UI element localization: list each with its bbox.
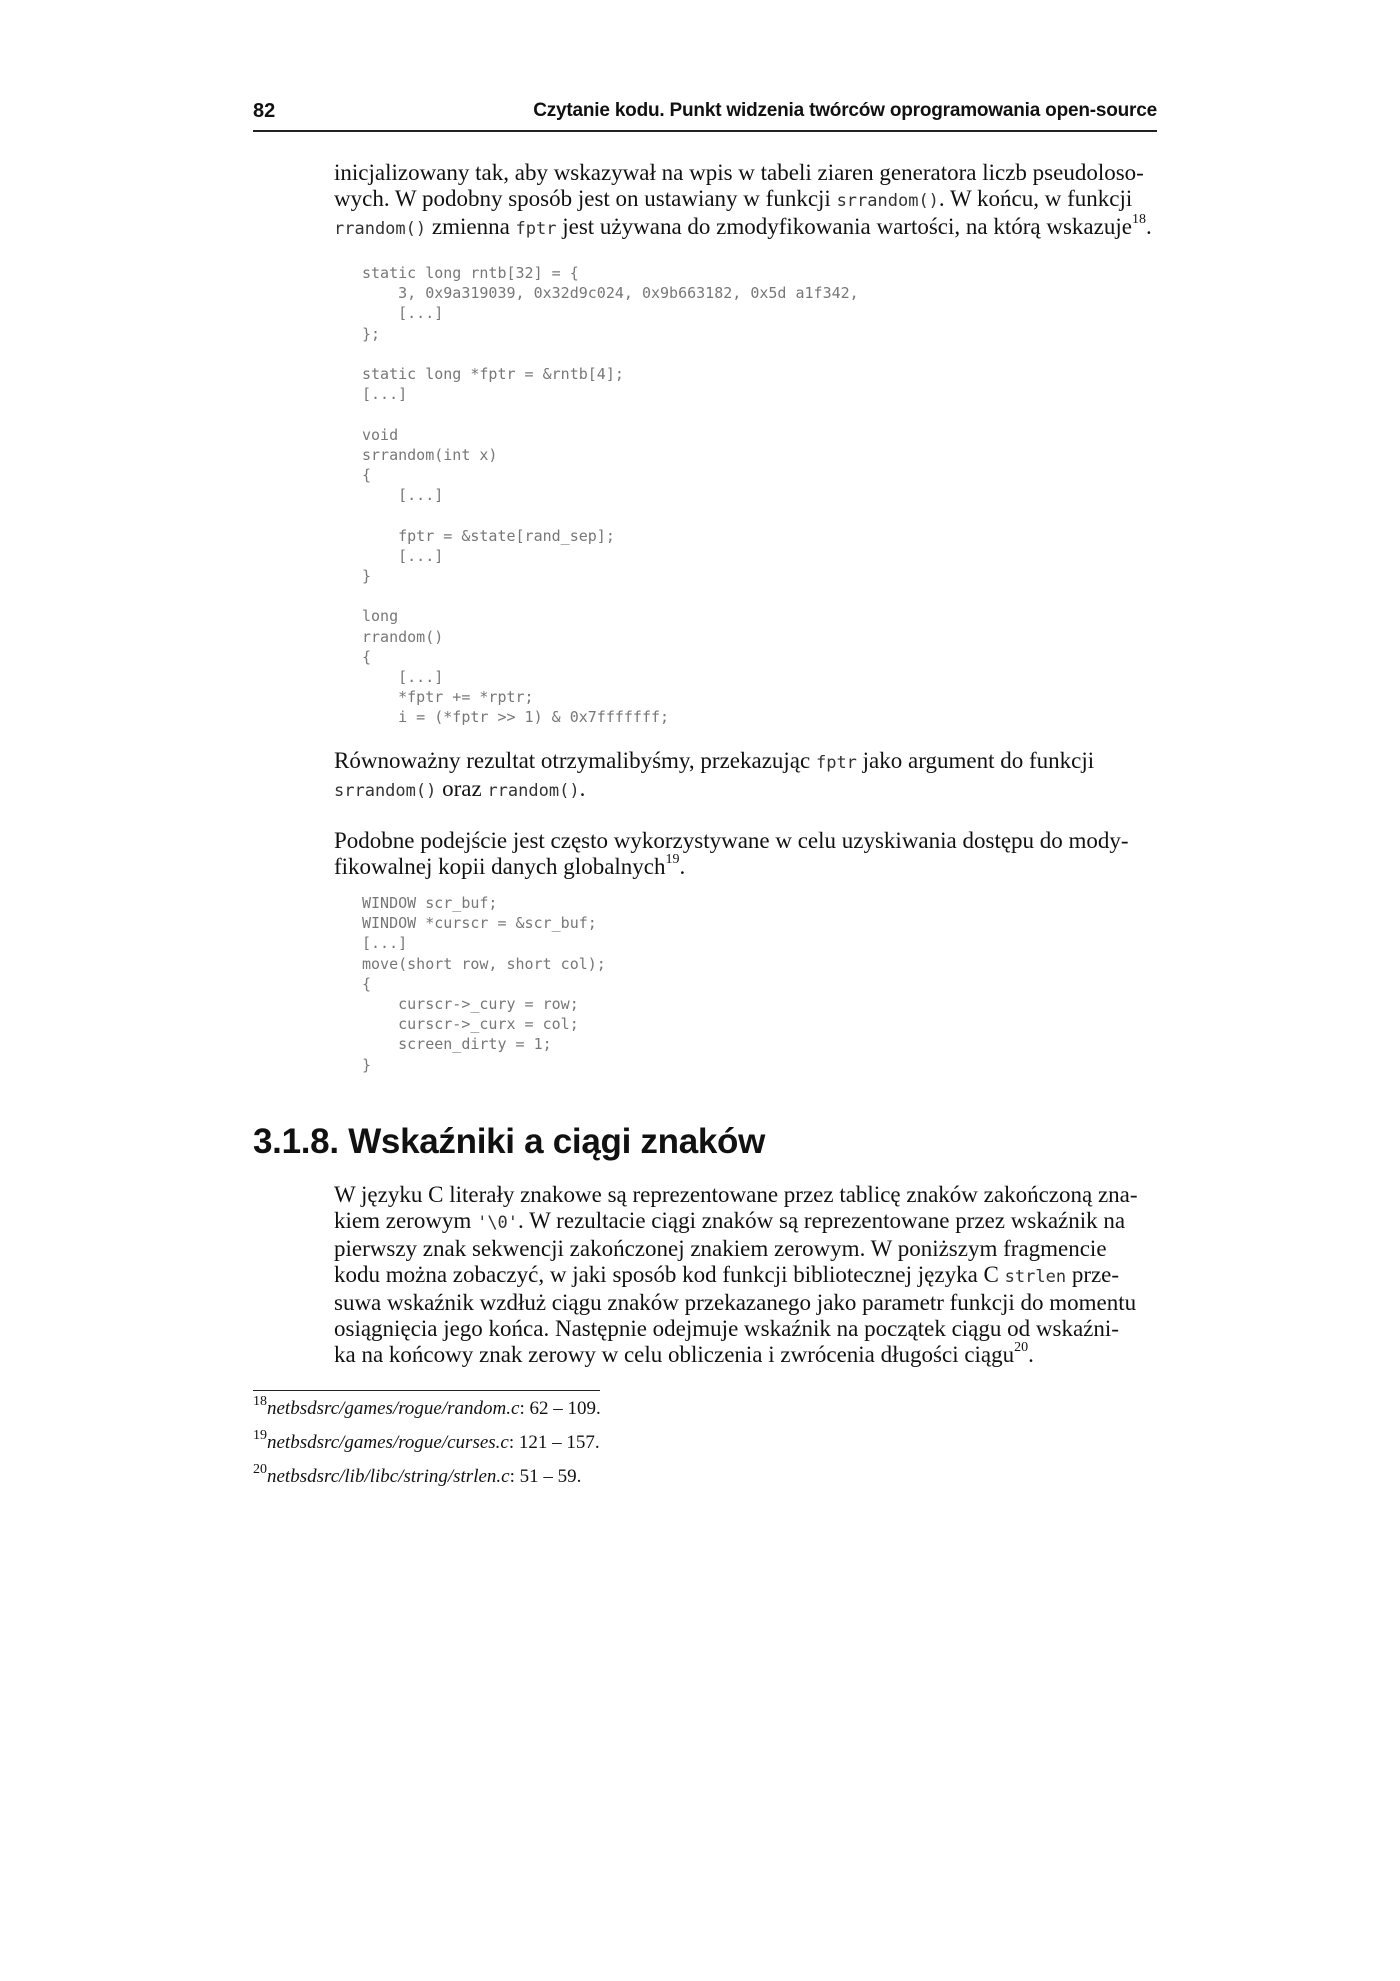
paragraph-line: suwa wskaźnik wzdłuż ciągu znaków przekazanego jako parametr funkcji do momentu <box>334 1290 1137 1315</box>
text-span: . W końcu, w funkcji <box>938 186 1133 211</box>
text-span: . <box>1028 1342 1034 1367</box>
footnote-19 <box>253 1427 600 1454</box>
text-span: . <box>1145 214 1152 239</box>
text-span: . W rezultacie ciągi znaków są reprezentowane przez wskaźnik na <box>518 1208 1126 1233</box>
paragraph-line <box>334 1342 1156 1368</box>
footnote-number: 19 <box>253 1427 267 1443</box>
text-span: . <box>679 854 686 879</box>
page-number: 82 <box>253 100 276 122</box>
text-span: prze- <box>1066 1262 1120 1287</box>
text-span: inicjalizowany tak, aby wskazywał na wpis w tabeli ziaren generatora liczb pseudoloso- <box>334 160 1144 185</box>
paragraph-line <box>334 160 1156 186</box>
footnote-20 <box>253 1461 582 1488</box>
paragraph-line <box>334 748 1156 776</box>
text-span: ka na końcowy znak zerowy w celu obliczenia i zwrócenia długości ciągu <box>334 1342 1015 1367</box>
text-span: oraz <box>436 776 488 801</box>
inline-code: fptr <box>515 219 557 239</box>
running-header <box>253 96 1157 132</box>
footnote-number: 18 <box>253 1393 267 1409</box>
inline-code: rrandom() <box>334 219 427 239</box>
text-span: jest używana do zmodyfikowania wartości, na którą wskazuje <box>556 214 1132 239</box>
footnote-ref: 20 <box>1014 1340 1029 1356</box>
inline-code: '\0' <box>477 1213 519 1233</box>
paragraph-line <box>334 214 1156 242</box>
footnote-ref: 19 <box>665 852 680 868</box>
paragraph-line <box>334 186 1156 214</box>
inline-code: rrandom() <box>487 781 580 801</box>
text-span: kodu można zobaczyć, w jaki sposób kod funkcji bibliotecznej języka C <box>334 1262 1005 1287</box>
paragraph-global-copy <box>334 828 1156 880</box>
text-span: fikowalnej kopii danych globalnych <box>334 854 666 879</box>
inline-code: srrandom() <box>836 191 939 211</box>
footnote-number: 20 <box>253 1461 267 1477</box>
code-listing-rntb: static long rntb[32] = { 3, 0x9a319039, 0x32d9c024, 0x9b663182, 0x5d a1f342, [...] }; static long *fptr = &rntb[4]; [...] void srrandom(int x) { [...] fptr = &state[rand_sep]; [...] } long rrandom() { [...] *fptr += *rptr; i = (*fptr >> 1) & 0x7fffffff; <box>362 264 859 727</box>
footnote-path: netbsdsrc/games/rogue/random.c <box>267 1398 520 1419</box>
text-span: wych. W podobny sposób jest on ustawiany w funkcji <box>334 186 837 211</box>
paragraph-line <box>334 1208 1156 1236</box>
footnote-18 <box>253 1393 601 1420</box>
footnote-path: netbsdsrc/lib/libc/string/strlen.c <box>267 1466 510 1487</box>
text-span: kiem zerowym <box>334 1208 478 1233</box>
paragraph-line <box>334 1262 1156 1290</box>
footnote-divider <box>253 1390 600 1391</box>
footnote-range: : 62 – 109. <box>519 1398 601 1419</box>
paragraph-line <box>334 854 1156 880</box>
footnote-ref: 18 <box>1131 212 1146 228</box>
inline-code: strlen <box>1004 1267 1067 1287</box>
text-span: zmienna <box>426 214 516 239</box>
section-heading: 3.1.8. Wskaźniki a ciągi znaków <box>253 1122 766 1161</box>
footnote-path: netbsdsrc/games/rogue/curses.c <box>267 1432 509 1453</box>
text-span: jako argument do funkcji <box>856 748 1095 773</box>
inline-code: fptr <box>815 753 857 773</box>
text-span: Równoważny rezultat otrzymalibyśmy, przekazując <box>334 748 816 773</box>
paragraph-intro <box>334 160 1156 242</box>
running-title: Czytanie kodu. Punkt widzenia twórców oprogramowania open-source <box>533 100 1157 121</box>
paragraph-equivalent <box>334 748 1156 804</box>
paragraph-line: pierwszy znak sekwencji zakończonej znakiem zerowym. W poniższym fragmencie <box>334 1236 1107 1261</box>
code-listing-window: WINDOW scr_buf; WINDOW *curscr = &scr_buf; [...] move(short row, short col); { curscr->_cury = row; curscr->_curx = col; screen_dirty = 1; } <box>362 894 606 1074</box>
paragraph-line <box>334 776 1156 804</box>
inline-code: srrandom() <box>334 781 437 801</box>
footnote-range: : 121 – 157. <box>508 1432 600 1453</box>
paragraph-line: Podobne podejście jest często wykorzystywane w celu uzyskiwania dostępu do mody- <box>334 828 1129 853</box>
footnote-range: : 51 – 59. <box>509 1466 582 1487</box>
paragraph-strings <box>334 1182 1156 1368</box>
text-span: . <box>579 776 586 801</box>
paragraph-line: osiągnięcia jego końca. Następnie odejmuje wskaźnik na początek ciągu od wskaźni- <box>334 1316 1119 1341</box>
paragraph-line: W języku C literały znakowe są reprezentowane przez tablicę znaków zakończoną zna- <box>334 1182 1138 1207</box>
